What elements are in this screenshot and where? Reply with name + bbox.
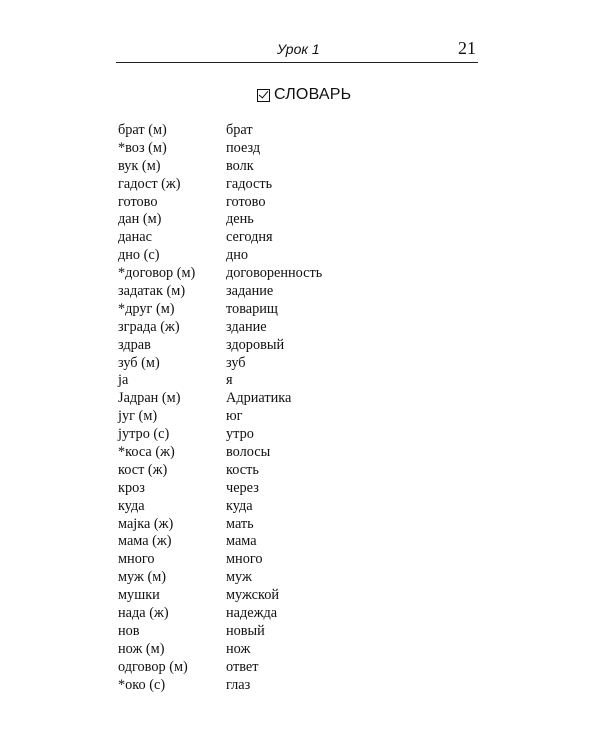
serbian-word: готово xyxy=(118,193,158,210)
serbian-word: јутро (с) xyxy=(118,426,170,443)
vocab-entry xyxy=(118,587,386,605)
russian-translation: через xyxy=(226,479,259,496)
serbian-word: задатак (м) xyxy=(118,283,186,300)
vocab-entry xyxy=(118,301,386,319)
russian-translation: кость xyxy=(226,461,259,478)
vocab-entry xyxy=(118,677,386,695)
vocab-entry xyxy=(118,426,386,444)
vocab-entry xyxy=(118,551,386,569)
russian-translation: дно xyxy=(226,247,249,264)
serbian-word: данас xyxy=(118,229,152,246)
russian-translation: много xyxy=(226,551,263,568)
vocab-entry xyxy=(118,623,386,641)
russian-translation: Адриатика xyxy=(226,390,292,407)
vocab-entry xyxy=(118,641,386,659)
russian-translation: мама xyxy=(226,533,257,550)
vocab-entry xyxy=(118,211,386,229)
vocab-entry xyxy=(118,462,386,480)
vocab-entry xyxy=(118,605,386,623)
page-number: 21 xyxy=(458,38,476,58)
russian-translation: сегодня xyxy=(226,229,273,246)
vocab-entry xyxy=(118,265,386,283)
serbian-word: одговор (м) xyxy=(118,658,188,675)
vocab-entry xyxy=(118,337,386,355)
russian-translation: куда xyxy=(226,497,253,514)
vocab-entry xyxy=(118,533,386,551)
serbian-word: нов xyxy=(118,622,140,639)
serbian-word: брат (м) xyxy=(118,122,167,138)
serbian-word: дан (м) xyxy=(118,211,162,228)
serbian-word: много xyxy=(118,551,155,568)
russian-translation: здоровый xyxy=(226,336,285,353)
section-title xyxy=(257,84,351,106)
russian-translation: зуб xyxy=(226,354,246,371)
russian-translation: волосы xyxy=(226,444,271,461)
serbian-word: *воз (м) xyxy=(118,139,167,156)
serbian-word: *друг (м) xyxy=(118,300,175,317)
russian-translation: брат xyxy=(226,122,253,138)
serbian-word: муж (м) xyxy=(118,569,167,586)
vocab-entry xyxy=(118,408,386,426)
vocab-entry xyxy=(118,158,386,176)
serbian-word: Јадран (м) xyxy=(118,390,181,407)
vocab-entry xyxy=(118,390,386,408)
serbian-word: ја xyxy=(118,372,129,389)
serbian-word: вук (м) xyxy=(118,157,161,174)
serbian-word: *договор (м) xyxy=(118,265,196,282)
vocab-entry xyxy=(118,355,386,373)
russian-translation: здание xyxy=(226,318,267,335)
vocab-entry xyxy=(118,444,386,462)
serbian-word: мушки xyxy=(118,587,160,604)
vocabulary-list xyxy=(118,122,386,695)
serbian-word: здрав xyxy=(118,336,151,353)
serbian-word: *коса (ж) xyxy=(118,444,175,461)
vocab-entry xyxy=(118,498,386,516)
serbian-word: кроз xyxy=(118,479,145,496)
russian-translation: утро xyxy=(226,426,254,443)
running-header xyxy=(116,38,478,63)
russian-translation: волк xyxy=(226,157,254,174)
russian-translation: мать xyxy=(226,515,254,532)
vocab-entry xyxy=(118,283,386,301)
vocab-entry xyxy=(118,516,386,534)
serbian-word: мајка (ж) xyxy=(118,515,174,532)
serbian-word: нож (м) xyxy=(118,640,165,657)
serbian-word: кост (ж) xyxy=(118,461,168,478)
russian-translation: новый xyxy=(226,622,265,639)
russian-translation: глаз xyxy=(226,676,251,693)
section-title-text: СЛОВАРЬ xyxy=(274,86,352,103)
serbian-word: мама (ж) xyxy=(118,533,172,550)
serbian-word: куда xyxy=(118,497,145,514)
vocab-entry xyxy=(118,569,386,587)
russian-translation: поезд xyxy=(226,139,261,156)
serbian-word: зуб (м) xyxy=(118,354,160,371)
russian-translation: договоренность xyxy=(226,265,323,282)
checkbox-checked-icon xyxy=(257,89,270,102)
russian-translation: гадость xyxy=(226,175,273,192)
vocab-entry xyxy=(118,247,386,265)
serbian-word: југ (м) xyxy=(118,408,158,425)
serbian-word: зграда (ж) xyxy=(118,318,180,335)
russian-translation: мужской xyxy=(226,587,279,604)
vocab-entry xyxy=(118,659,386,677)
serbian-word: гадост (ж) xyxy=(118,175,181,192)
serbian-word: нада (ж) xyxy=(118,605,169,622)
russian-translation: нож xyxy=(226,640,251,657)
vocab-entry xyxy=(118,122,386,140)
russian-translation: товарищ xyxy=(226,300,278,317)
russian-translation: надежда xyxy=(226,605,278,622)
russian-translation: муж xyxy=(226,569,252,586)
vocab-entry xyxy=(118,319,386,337)
vocab-entry xyxy=(118,176,386,194)
lesson-title: Урок 1 xyxy=(277,41,320,57)
russian-translation: день xyxy=(226,211,254,228)
russian-translation: готово xyxy=(226,193,266,210)
vocab-entry xyxy=(118,480,386,498)
russian-translation: я xyxy=(226,372,233,389)
vocab-entry xyxy=(118,194,386,212)
vocab-entry xyxy=(118,372,386,390)
russian-translation: задание xyxy=(226,283,274,300)
serbian-word: дно (с) xyxy=(118,247,160,264)
vocab-entry xyxy=(118,229,386,247)
russian-translation: ответ xyxy=(226,658,259,675)
vocab-entry xyxy=(118,140,386,158)
serbian-word: *око (с) xyxy=(118,676,166,693)
russian-translation: юг xyxy=(226,408,243,425)
